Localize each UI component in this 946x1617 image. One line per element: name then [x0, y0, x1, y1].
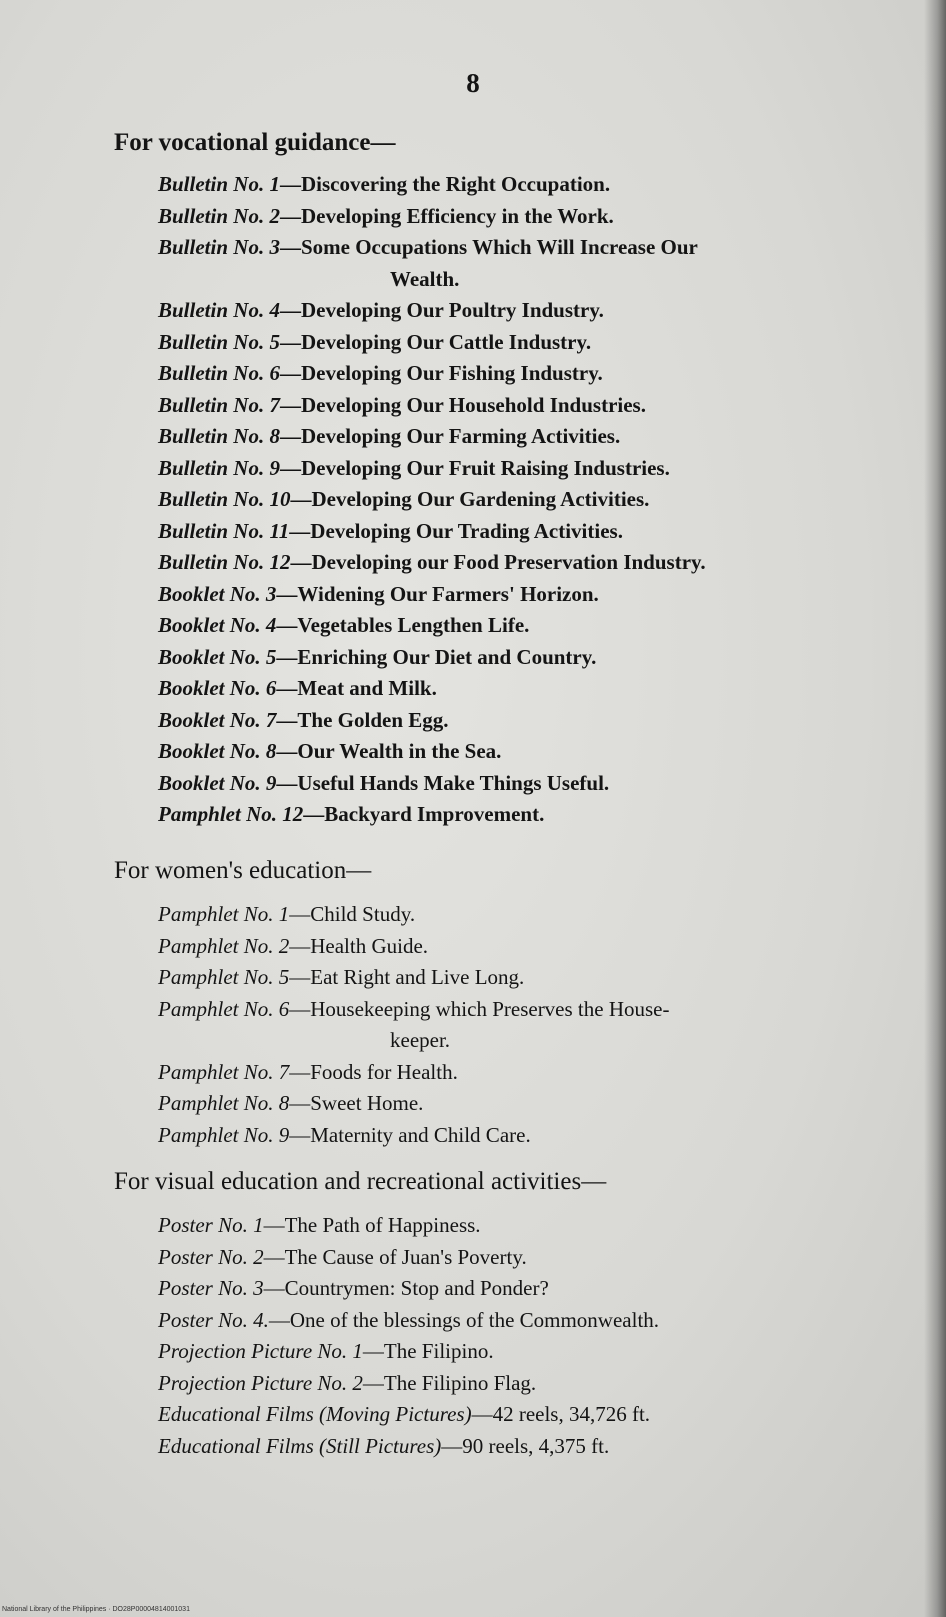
- list-item: [158, 421, 908, 453]
- list-item: [158, 201, 908, 233]
- item-ref: Projection Picture No. 1: [158, 1339, 363, 1363]
- section-heading-vocational: For vocational guidance—: [114, 129, 396, 156]
- section-heading-visual-education: For visual education and recreational activities—: [114, 1168, 607, 1195]
- item-ref: Bulletin No. 5: [158, 329, 280, 354]
- item-title: —Meat and Milk.: [276, 676, 437, 700]
- item-ref: Pamphlet No. 9: [158, 1122, 290, 1147]
- item-ref: Bulletin No. 7: [158, 392, 280, 417]
- item-title: —Developing Our Farming Activities.: [279, 424, 621, 448]
- item-ref: Bulletin No. 2: [158, 203, 280, 228]
- list-item: [158, 516, 908, 548]
- item-ref: Pamphlet No. 8: [158, 1091, 290, 1115]
- list-item: [158, 673, 908, 705]
- item-ref: Poster No. 1: [158, 1213, 264, 1237]
- list-item: [158, 931, 908, 963]
- list-item: [158, 1305, 908, 1337]
- list-item: [158, 1336, 908, 1368]
- item-ref: Poster No. 3: [158, 1276, 264, 1300]
- list-item: [158, 736, 908, 768]
- item-title-continuation: keeper.: [390, 1028, 451, 1052]
- item-title: —Sweet Home.: [289, 1091, 424, 1115]
- item-title: —Health Guide.: [289, 933, 429, 958]
- section-list-womens-education: [158, 899, 908, 1151]
- item-title: —Maternity and Child Care.: [289, 1122, 531, 1147]
- scan-footer-credit: National Library of the Philippines · DO28P00004814001031: [2, 1606, 190, 1613]
- item-ref: Bulletin No. 3: [158, 235, 280, 259]
- item-ref: Booklet No. 7: [158, 707, 277, 732]
- item-title: —Developing our Food Preservation Industry.: [290, 550, 706, 574]
- list-item: [158, 642, 908, 674]
- list-item: [158, 295, 908, 327]
- item-title: —42 reels, 34,726 ft.: [471, 1402, 651, 1426]
- list-item: [158, 1431, 908, 1463]
- item-title: —The Path of Happiness.: [263, 1213, 481, 1237]
- item-title: —Developing Our Gardening Activities.: [290, 487, 650, 511]
- item-ref: Bulletin No. 4: [158, 298, 280, 322]
- item-ref: Booklet No. 5: [158, 644, 277, 669]
- item-title: —Foods for Health.: [289, 1059, 458, 1084]
- item-title: —Widening Our Farmers' Horizon.: [276, 581, 599, 606]
- item-title: —Developing Our Household Industries.: [279, 392, 646, 417]
- list-item: [158, 899, 908, 931]
- list-item: [158, 358, 908, 390]
- item-ref: Educational Films (Still Pictures): [158, 1433, 442, 1458]
- item-title: —Eat Right and Live Long.: [289, 965, 525, 989]
- item-title: —The Filipino Flag.: [362, 1370, 537, 1395]
- item-title: —Developing Our Cattle Industry.: [279, 329, 592, 354]
- list-item: [158, 1057, 908, 1089]
- item-title: —Child Study.: [289, 902, 416, 926]
- section-list-vocational: [158, 169, 908, 831]
- item-ref: Booklet No. 4: [158, 613, 277, 637]
- item-ref: Pamphlet No. 2: [158, 933, 290, 958]
- item-ref: Bulletin No. 1: [158, 172, 280, 196]
- item-ref: Bulletin No. 8: [158, 424, 280, 448]
- list-item: [158, 1242, 908, 1274]
- item-title: —The Cause of Juan's Poverty.: [263, 1244, 527, 1269]
- item-title-continuation: Wealth.: [390, 266, 460, 291]
- list-item: [158, 799, 908, 831]
- item-ref: Pamphlet No. 6: [158, 996, 290, 1021]
- list-item: [158, 1088, 908, 1120]
- page-edge-shadow: [924, 0, 946, 1617]
- item-ref: Poster No. 4.: [158, 1307, 269, 1332]
- item-ref: Booklet No. 3: [158, 581, 277, 606]
- list-item: [158, 327, 908, 359]
- list-item: [158, 1399, 908, 1431]
- item-title: —Discovering the Right Occupation.: [279, 172, 611, 196]
- item-title: —Developing Our Trading Activities.: [289, 518, 623, 543]
- list-item: [158, 994, 908, 1057]
- list-item: [158, 484, 908, 516]
- item-title: —Our Wealth in the Sea.: [276, 739, 502, 763]
- list-item: [158, 768, 908, 800]
- item-ref: Booklet No. 6: [158, 676, 277, 700]
- list-item: [158, 169, 908, 201]
- item-title: —Developing Our Fruit Raising Industries.: [279, 455, 670, 480]
- section-list-visual-education: [158, 1210, 908, 1462]
- item-title: —Developing Our Poultry Industry.: [279, 298, 604, 322]
- list-item: [158, 1273, 908, 1305]
- item-title: —The Filipino.: [362, 1339, 494, 1363]
- item-title: —Housekeeping which Preserves the House-: [289, 996, 670, 1021]
- item-title: —Some Occupations Which Will Increase Our: [279, 235, 698, 259]
- list-item: [158, 705, 908, 737]
- list-item: [158, 1368, 908, 1400]
- item-title: —Countrymen: Stop and Ponder?: [263, 1276, 549, 1300]
- item-ref: Bulletin No. 10: [158, 487, 291, 511]
- item-ref: Booklet No. 9: [158, 770, 277, 795]
- page-number: 8: [466, 68, 480, 98]
- item-title: —Useful Hands Make Things Useful.: [276, 770, 610, 795]
- list-item: [158, 547, 908, 579]
- item-title: —One of the blessings of the Commonwealth.: [268, 1307, 660, 1332]
- item-ref: Bulletin No. 6: [158, 361, 280, 385]
- item-ref: Pamphlet No. 7: [158, 1059, 290, 1084]
- section-heading-womens-education: For women's education—: [114, 857, 372, 884]
- item-title: —Backyard Improvement.: [303, 802, 545, 826]
- item-title: —90 reels, 4,375 ft.: [441, 1433, 610, 1458]
- list-item: [158, 1120, 908, 1152]
- item-ref: Bulletin No. 12: [158, 550, 291, 574]
- item-ref: Pamphlet No. 1: [158, 902, 290, 926]
- list-item: [158, 610, 908, 642]
- item-title: —Enriching Our Diet and Country.: [276, 644, 597, 669]
- item-ref: Projection Picture No. 2: [158, 1370, 363, 1395]
- list-item: [158, 579, 908, 611]
- list-item: [158, 962, 908, 994]
- item-ref: Bulletin No. 9: [158, 455, 280, 480]
- item-ref: Poster No. 2: [158, 1244, 264, 1269]
- list-item: [158, 453, 908, 485]
- item-title: —Developing Our Fishing Industry.: [279, 361, 603, 385]
- item-ref: Pamphlet No. 5: [158, 965, 290, 989]
- item-ref: Bulletin No. 11: [158, 518, 290, 543]
- item-title: —Developing Efficiency in the Work.: [279, 203, 614, 228]
- list-item: [158, 232, 908, 295]
- item-title: —The Golden Egg.: [276, 707, 449, 732]
- list-item: [158, 1210, 908, 1242]
- list-item: [158, 390, 908, 422]
- item-ref: Educational Films (Moving Pictures): [158, 1402, 472, 1426]
- item-ref: Pamphlet No. 12: [158, 802, 304, 826]
- item-title: —Vegetables Lengthen Life.: [276, 613, 530, 637]
- item-ref: Booklet No. 8: [158, 739, 277, 763]
